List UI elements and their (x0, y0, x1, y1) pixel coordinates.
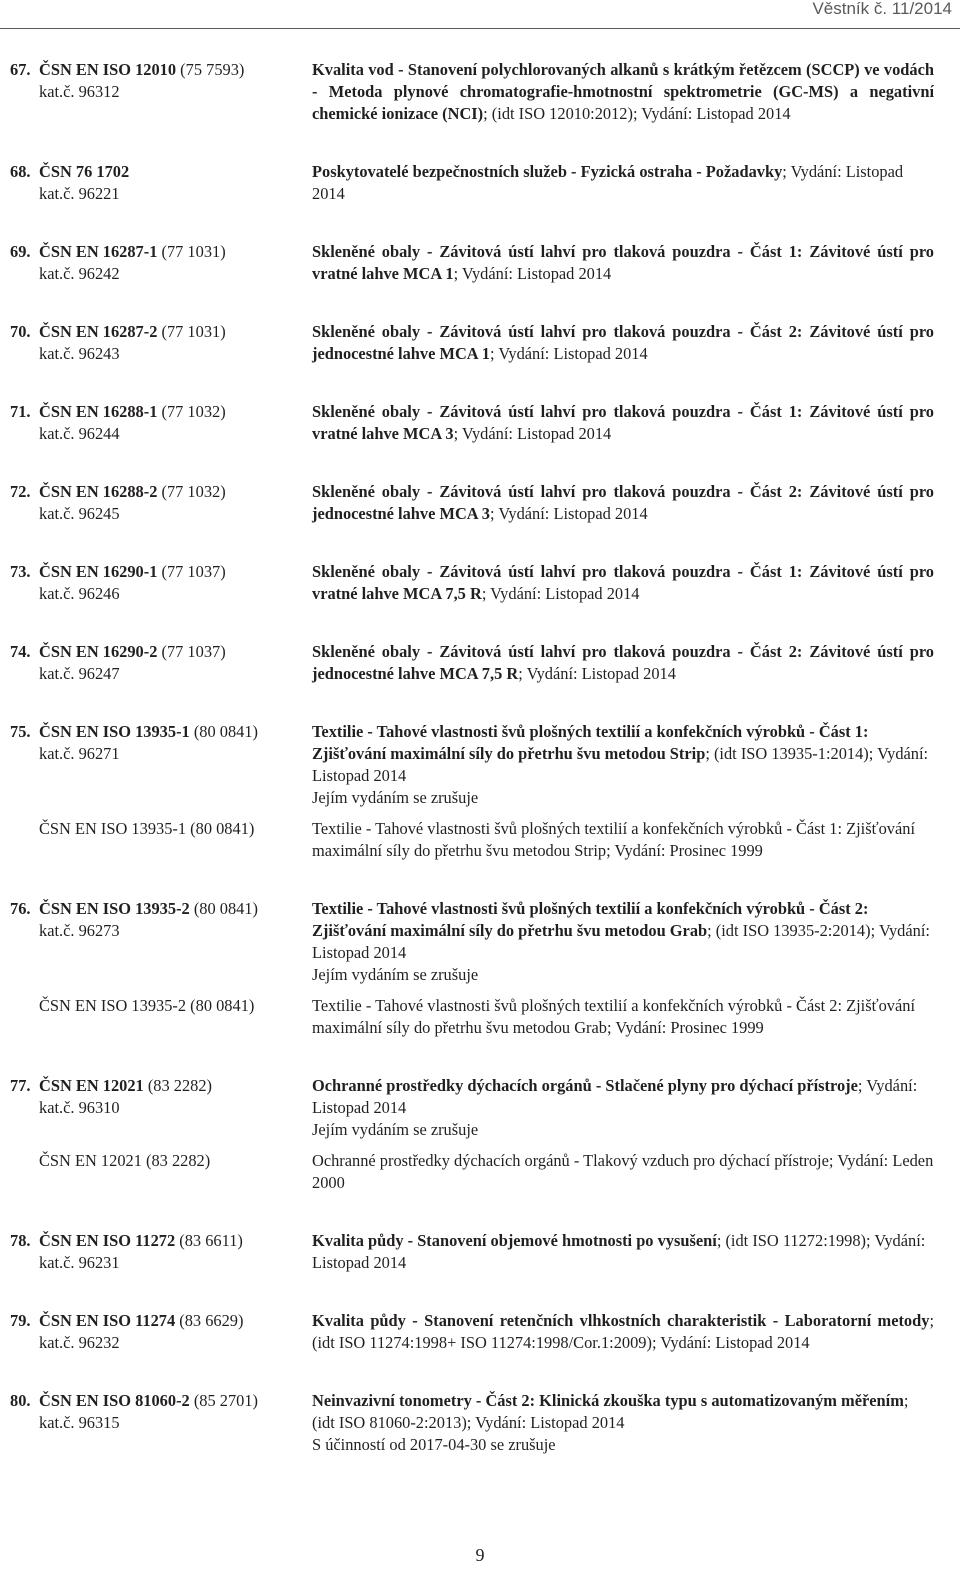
standard-class: (77 1031) (157, 242, 226, 261)
title-info: ; Vydání: Listopad 2014 (490, 504, 648, 523)
standard-designation: 70. ČSN EN 16287-2 (77 1031) kat.č. 96243 (10, 322, 226, 363)
standard-code: ČSN EN ISO 12010 (39, 60, 177, 79)
page-header (0, 0, 960, 29)
replaced-standard (0, 995, 960, 1039)
standard-entry (0, 241, 960, 285)
standard-title (312, 1075, 934, 1141)
page-number: 9 (475, 1545, 485, 1565)
title-main: Skleněné obaly - Závitová ústí lahví pro tlaková pouzdra - Část 1: Závitové ústí pro vratné lahve MCA 1 (312, 242, 934, 283)
standard-title (312, 161, 934, 205)
standard-title (312, 641, 934, 685)
standard-code: ČSN EN 16288-2 (39, 482, 158, 501)
title-main: Textilie - Tahové vlastnosti švů plošných textilií a konfekčních výrobků - Část 1: Zjišťování maximální síly do přetrhu švu metodou Strip (312, 722, 869, 763)
standard-designation: 69. ČSN EN 16287-1 (77 1031) kat.č. 96242 (10, 242, 226, 283)
standard-code: ČSN EN 16288-1 (39, 402, 158, 421)
standard-code: ČSN EN ISO 13935-2 (39, 899, 190, 918)
standard-designation: 79. ČSN EN ISO 11274 (83 6629) kat.č. 96232 (10, 1311, 244, 1352)
title-main: Textilie - Tahové vlastnosti švů plošných textilií a konfekčních výrobků - Část 2: Zjišťování maximální síly do přetrhu švu metodou Grab (312, 899, 869, 940)
title-info: ; (idt ISO 81060-2:2013); Vydání: Listopad 2014 (312, 1391, 909, 1432)
replaced-standard-title: Textilie - Tahové vlastnosti švů plošných textilií a konfekčních výrobků - Část 1: Zjišťování maximální síly do přetrhu švu metodou Strip; Vydání: Prosinec 1999 (312, 819, 916, 860)
standard-code: ČSN EN ISO 81060-2 (39, 1391, 190, 1410)
standard-code: ČSN EN 16290-2 (39, 642, 158, 661)
replaced-standard-code: ČSN EN 12021 (83 2282) (39, 1151, 211, 1170)
cancellation-note: Jejím vydáním se zrušuje (312, 965, 479, 984)
standard-entry (0, 561, 960, 605)
standard-class: (83 6611) (175, 1231, 243, 1250)
replaced-standard-title: Textilie - Tahové vlastnosti švů plošných textilií a konfekčních výrobků - Část 2: Zjišťování maximální síly do přetrhu švu metodou Grab; Vydání: Prosinec 1999 (312, 996, 916, 1037)
standard-title (312, 1310, 934, 1354)
standard-entry (0, 59, 960, 125)
standard-designation: 80. ČSN EN ISO 81060-2 (85 2701) kat.č. 96315 (10, 1391, 259, 1432)
title-info: ; Vydání: Listopad 2014 (453, 424, 612, 443)
standard-class: (80 0841) (189, 722, 259, 741)
standard-class: (75 7593) (176, 60, 245, 79)
standard-designation: 74. ČSN EN 16290-2 (77 1037) kat.č. 96247 (10, 642, 226, 683)
bulletin-title: Věstník č. 11/2014 (812, 0, 952, 18)
title-main: Kvalita půdy - Stanovení objemové hmotnosti po vysušení (312, 1231, 717, 1250)
standard-designation: 75. ČSN EN ISO 13935-1 (80 0841) kat.č. 96271 (10, 722, 259, 763)
title-main: Poskytovatelé bezpečnostních služeb - Fyzická ostraha - Požadavky (312, 162, 783, 181)
title-info: ; (idt ISO 12010:2012); Vydání: Listopad 2014 (483, 104, 791, 123)
replaced-standard (0, 1150, 960, 1194)
standard-class: (77 1031) (157, 322, 226, 341)
standard-code: ČSN EN 16287-1 (39, 242, 158, 261)
standard-class: (77 1032) (157, 482, 226, 501)
standard-designation: 71. ČSN EN 16288-1 (77 1032) kat.č. 96244 (10, 402, 226, 443)
title-info: ; (idt ISO 13935-2:2014); Vydání: Listopad 2014 (312, 921, 930, 962)
replaced-standard (0, 818, 960, 862)
catalog-number: kat.č. 96245 (39, 504, 120, 523)
standard-entry (0, 898, 960, 1039)
standard-title (312, 481, 934, 525)
standard-class: (83 2282) (143, 1076, 213, 1095)
title-info: ; Vydání: Listopad 2014 (312, 1076, 918, 1117)
standard-entry (0, 401, 960, 445)
catalog-number: kat.č. 96273 (39, 921, 120, 940)
title-info: ; Vydání: Listopad 2014 (453, 264, 612, 283)
catalog-number: kat.č. 96232 (39, 1333, 120, 1352)
standard-entry (0, 1230, 960, 1274)
standard-entry (0, 1310, 960, 1354)
standard-code: ČSN 76 1702 (39, 162, 130, 181)
standard-title (312, 721, 934, 809)
effectivity-note: S účinností od 2017-04-30 se zrušuje (312, 1435, 556, 1454)
title-info: ; Vydání: Listopad 2014 (490, 344, 648, 363)
standard-code: ČSN EN ISO 11274 (39, 1311, 176, 1330)
catalog-number: kat.č. 96221 (39, 184, 120, 203)
standard-class: (77 1032) (157, 402, 226, 421)
catalog-number: kat.č. 96242 (39, 264, 120, 283)
standard-class: (85 2701) (189, 1391, 259, 1410)
standard-entry (0, 1075, 960, 1194)
catalog-number: kat.č. 96312 (39, 82, 120, 101)
title-main: Skleněné obaly - Závitová ústí lahví pro tlaková pouzdra - Část 1: Závitové ústí pro vratné lahve MCA 3 (312, 402, 934, 443)
standard-code: ČSN EN 16290-1 (39, 562, 158, 581)
standard-entry (0, 721, 960, 862)
title-info: ; Vydání: Listopad 2014 (518, 664, 676, 683)
standard-title (312, 401, 934, 445)
standard-class: (83 6629) (175, 1311, 244, 1330)
standard-code: ČSN EN ISO 11272 (39, 1231, 176, 1250)
title-main: Neinvazivní tonometry - Část 2: Klinická zkouška typu s automatizovaným měřením (312, 1391, 904, 1410)
standard-entry (0, 321, 960, 365)
title-main: Skleněné obaly - Závitová ústí lahví pro tlaková pouzdra - Část 2: Závitové ústí pro jednocestné lahve MCA 3 (312, 482, 934, 523)
replaced-standard-code: ČSN EN ISO 13935-2 (80 0841) (39, 996, 255, 1015)
standard-designation: 78. ČSN EN ISO 11272 (83 6611) kat.č. 96231 (10, 1231, 243, 1272)
standard-entry (0, 161, 960, 205)
standard-class: (80 0841) (189, 899, 259, 918)
standard-code: ČSN EN 16287-2 (39, 322, 158, 341)
standard-code: ČSN EN ISO 13935-1 (39, 722, 190, 741)
standard-designation: 67. ČSN EN ISO 12010 (75 7593) kat.č. 96312 (10, 60, 245, 101)
catalog-number: kat.č. 96315 (39, 1413, 120, 1432)
title-info: ; (idt ISO 11272:1998); Vydání: Listopad 2014 (312, 1231, 926, 1272)
cancellation-note: Jejím vydáním se zrušuje (312, 788, 479, 807)
title-info: ; Vydání: Listopad 2014 (312, 162, 904, 203)
standard-designation: 72. ČSN EN 16288-2 (77 1032) kat.č. 96245 (10, 482, 226, 523)
standard-code: ČSN EN 12021 (39, 1076, 144, 1095)
standard-entry (0, 481, 960, 525)
standard-title (312, 561, 934, 605)
standard-title (312, 898, 934, 986)
replaced-standard-title: Ochranné prostředky dýchacích orgánů - Tlakový vzduch pro dýchací přístroje; Vydání: Leden 2000 (312, 1151, 934, 1192)
standard-designation: 68. ČSN 76 1702 kat.č. 96221 (10, 162, 130, 203)
replaced-standard-code: ČSN EN ISO 13935-1 (80 0841) (39, 819, 255, 838)
catalog-number: kat.č. 96271 (39, 744, 120, 763)
cancellation-note: Jejím vydáním se zrušuje (312, 1120, 479, 1139)
title-main: Ochranné prostředky dýchacích orgánů - Stlačené plyny pro dýchací přístroje (312, 1076, 858, 1095)
standard-entry (0, 641, 960, 685)
title-main: Kvalita půdy - Stanovení retenčních vlhkostních charakteristik - Laboratorní metody (312, 1311, 930, 1330)
standard-designation: 77. ČSN EN 12021 (83 2282) kat.č. 96310 (10, 1076, 213, 1117)
standard-title (312, 1230, 934, 1274)
standard-entry (0, 1390, 960, 1456)
catalog-number: kat.č. 96243 (39, 344, 120, 363)
standard-designation: 76. ČSN EN ISO 13935-2 (80 0841) kat.č. 96273 (10, 899, 259, 940)
standard-title (312, 1390, 934, 1456)
standard-title (312, 59, 934, 125)
title-info: ; (idt ISO 13935-1:2014); Vydání: Listopad 2014 (312, 744, 929, 785)
catalog-number: kat.č. 96310 (39, 1098, 120, 1117)
standard-class: (77 1037) (157, 562, 226, 581)
standard-title (312, 241, 934, 285)
standard-title (312, 321, 934, 365)
standards-list (0, 59, 960, 1492)
title-main: Kvalita vod - Stanovení polychlorovaných alkanů s krátkým řetězcem (SCCP) ve vodách - Metoda plynové chromatografie-hmotnostní spektrometrie (GC-MS) a negativní chemické ionizace (NCI) (312, 60, 934, 123)
title-main: Skleněné obaly - Závitová ústí lahví pro tlaková pouzdra - Část 2: Závitové ústí pro jednocestné lahve MCA 7,5 R (312, 642, 934, 683)
catalog-number: kat.č. 96244 (39, 424, 120, 443)
title-info: ; (idt ISO 11274:1998+ ISO 11274:1998/Cor.1:2009); Vydání: Listopad 2014 (312, 1311, 934, 1352)
standard-class: (77 1037) (157, 642, 226, 661)
title-main: Skleněné obaly - Závitová ústí lahví pro tlaková pouzdra - Část 1: Závitové ústí pro vratné lahve MCA 7,5 R (312, 562, 934, 603)
title-info: ; Vydání: Listopad 2014 (481, 584, 640, 603)
catalog-number: kat.č. 96246 (39, 584, 120, 603)
catalog-number: kat.č. 96231 (39, 1253, 120, 1272)
title-main: Skleněné obaly - Závitová ústí lahví pro tlaková pouzdra - Část 2: Závitové ústí pro jednocestné lahve MCA 1 (312, 322, 934, 363)
standard-designation: 73. ČSN EN 16290-1 (77 1037) kat.č. 96246 (10, 562, 226, 603)
catalog-number: kat.č. 96247 (39, 664, 120, 683)
